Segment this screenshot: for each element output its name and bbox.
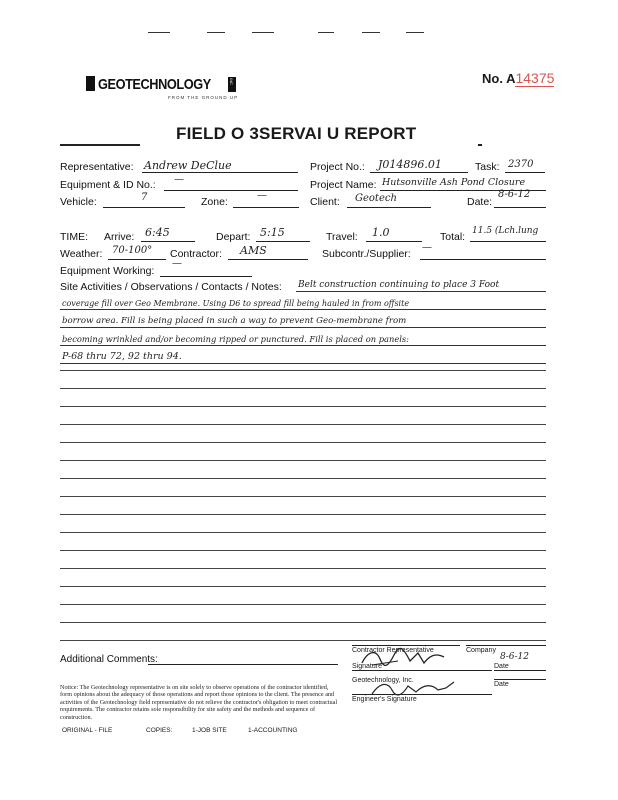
company-line (466, 640, 546, 646)
vehicle-label: Vehicle: (60, 196, 97, 208)
additional-comments-field[interactable] (148, 652, 338, 665)
scan-mark (148, 32, 170, 33)
note-text-1: Belt construction continuing to place 3 Foot (298, 280, 500, 290)
blank-rule[interactable] (60, 370, 546, 371)
engineer-signature-line[interactable] (352, 688, 492, 695)
geotech-label: Geotechnology, Inc. (352, 677, 414, 684)
additional-comments-label: Additional Comments: (60, 654, 158, 665)
scan-mark (252, 32, 274, 33)
client-label: Client: (310, 196, 340, 208)
total-field[interactable] (470, 226, 546, 242)
logo-mark-icon (86, 76, 95, 91)
representative-value: Andrew DeClue (144, 159, 232, 172)
blank-rule[interactable] (60, 460, 546, 461)
note-text-3: borrow area. Fill is being placed in such a way to prevent Geo-membrane from (62, 316, 407, 326)
form-number (482, 70, 554, 86)
contractor-field[interactable] (228, 244, 308, 260)
client-value: Geotech (355, 193, 397, 204)
equipment-working-field[interactable] (160, 258, 252, 277)
contractor-value: AMS (240, 244, 267, 257)
note-text-5: P-68 thru 72, 92 thru 94. (62, 351, 182, 362)
blank-rule[interactable] (60, 550, 546, 551)
equipment-label: Equipment & ID No.: (60, 179, 156, 191)
date-value: 8-6-12 (498, 189, 531, 200)
travel-value: 1.0 (372, 226, 390, 239)
task-value: 2370 (508, 159, 534, 170)
total-value: 11.5 (Lch.lung (472, 226, 539, 236)
total-label: Total: (440, 231, 466, 243)
blank-rule[interactable] (60, 478, 546, 479)
zone-value: — (257, 190, 267, 201)
weather-value: 70-100° (112, 245, 153, 256)
note-text-4: becoming wrinkled and/or becoming ripped or punctured. Fill is placed on panels: (62, 334, 409, 344)
blank-rule[interactable] (60, 604, 546, 605)
note-line-1[interactable] (296, 277, 546, 292)
task-label: Task: (475, 161, 500, 173)
page-title: FIELD O 3SERVAI U REPORT (176, 124, 417, 143)
equipment-field[interactable] (164, 174, 298, 191)
blank-rule[interactable] (60, 424, 546, 425)
logo-side-text: INC (229, 78, 234, 85)
scan-mark (362, 32, 380, 33)
project-no-field[interactable] (370, 160, 468, 173)
note-line-4[interactable] (60, 331, 546, 346)
arrive-field[interactable] (141, 226, 195, 242)
project-no-value: J014896.01 (378, 158, 442, 171)
weather-label: Weather: (60, 248, 103, 260)
vehicle-value: 7 (141, 192, 148, 203)
project-no-label: Project No.: (310, 161, 365, 173)
blank-rule[interactable] (60, 406, 546, 407)
equipment-working-label: Equipment Working: (60, 265, 155, 277)
form-number-value: 14375 (515, 70, 555, 86)
title-underline-mark (60, 144, 140, 146)
subcontr-label: Subcontr./Supplier: (322, 248, 411, 260)
original-label: ORIGINAL - FILE (62, 727, 113, 734)
copy-accounting-label: 1-ACCOUNTING (248, 727, 298, 734)
equipment-value: — (174, 174, 184, 185)
client-field[interactable] (347, 195, 431, 208)
travel-field[interactable] (366, 226, 422, 242)
company-logo (88, 76, 239, 100)
project-name-value: Hutsonville Ash Pond Closure (382, 177, 526, 188)
contractor-rep-label: Contractor Representative (352, 647, 434, 654)
engineer-date-label: Date (494, 681, 509, 688)
form-number-prefix: No. A (482, 71, 516, 86)
date-label: Date: (467, 196, 493, 208)
blank-rule[interactable] (60, 586, 546, 587)
blank-rule[interactable] (60, 514, 546, 515)
arrive-value: 6:45 (145, 226, 170, 239)
logo-main-text: GEOTECHNOLOGY (98, 76, 211, 93)
activities-label: Site Activities / Observations / Contacts / Notes: (60, 281, 282, 293)
engineer-date-line[interactable] (494, 673, 546, 680)
travel-label: Travel: (326, 231, 358, 243)
logo-tagline: FROM THE GROUND UP (168, 95, 239, 100)
notice-text: Notice: The Geotechnology representative is on site solely to observe operations of the contractor identified, form opinions about the adequacy of those operations and report those opinions to the client. The presence and activities of the Geotechnology field representative do not relieve the contractor's obligation to meet contractual requirements. The contractor retains sole responsibility for site safety and the methods and sequence of construction. (60, 684, 338, 721)
blank-rule[interactable] (60, 496, 546, 497)
blank-rule[interactable] (60, 388, 546, 389)
project-name-label: Project Name: (310, 179, 377, 191)
engineer-sig-label: Engineer's Signature (352, 696, 417, 703)
blank-rule[interactable] (60, 568, 546, 569)
contractor-date-label: Date (494, 663, 509, 670)
task-field[interactable] (505, 160, 545, 173)
date-field[interactable] (494, 189, 546, 208)
note-line-3[interactable] (60, 313, 546, 328)
weather-field[interactable] (108, 247, 166, 260)
blank-rule[interactable] (60, 532, 546, 533)
note-text-2: coverage fill over Geo Membrane. Using D6 to spread fill being hauled in from offsite (62, 299, 410, 308)
depart-label: Depart: (216, 231, 251, 243)
representative-field[interactable] (142, 160, 298, 173)
depart-value: 5:15 (260, 226, 285, 239)
signature-label: Signature (352, 663, 382, 670)
copies-label: COPIES: (146, 727, 173, 734)
zone-label: Zone: (201, 196, 228, 208)
equipment-working-value: — (172, 258, 182, 269)
blank-rule[interactable] (60, 442, 546, 443)
zone-field[interactable] (233, 190, 299, 208)
subcontr-value: — (422, 242, 432, 253)
contractor-date-value: 8-6-12 (500, 652, 529, 662)
scan-mark (207, 32, 225, 33)
depart-field[interactable] (256, 226, 310, 242)
note-line-2[interactable] (60, 295, 546, 310)
blank-rule[interactable] (60, 622, 546, 623)
title-underline-mark (478, 144, 482, 146)
scan-mark (406, 32, 424, 33)
representative-label: Representative: (60, 161, 134, 173)
contractor-label: Contractor: (170, 248, 222, 260)
subcontr-field[interactable] (420, 242, 546, 260)
copy-jobsite-label: 1-JOB SITE (192, 727, 227, 734)
arrive-label: Arrive: (104, 231, 135, 243)
note-line-5[interactable] (60, 349, 546, 364)
time-label: TIME: (60, 231, 88, 243)
logo-inc-mark (228, 77, 236, 92)
scan-mark (318, 32, 334, 33)
company-label: Company (466, 647, 496, 654)
vehicle-field[interactable] (103, 192, 185, 208)
